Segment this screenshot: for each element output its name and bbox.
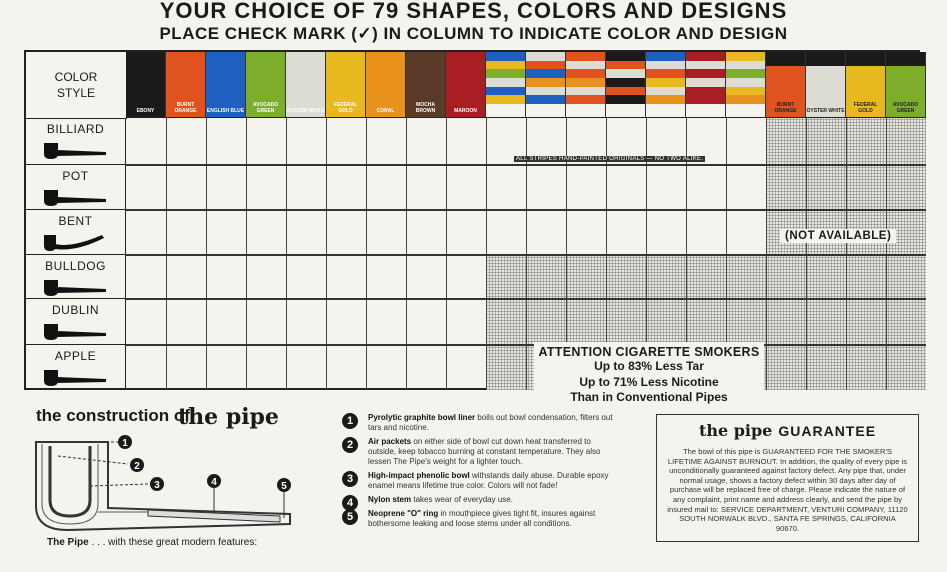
grid-line [126,344,926,346]
two-tone-swatch[interactable] [806,52,846,118]
guarantee-header [657,421,918,441]
feature-number-badge: 4 [342,495,358,511]
stripe-band [686,95,725,104]
attention-line: Up to 71% Less Nicotine [579,374,719,389]
not-available-label: (NOT AVAILABLE) [780,229,896,243]
stripe-band [726,61,765,70]
svg-text:5: 5 [281,481,287,492]
color-label: MAROON [454,108,477,114]
attention-heading: ATTENTION CIGARETTE SMOKERS [538,345,760,359]
svg-text:1: 1 [122,438,128,449]
feature-item [340,495,615,509]
color-swatch[interactable] [206,52,246,118]
feature-text: in mouthpiece gives tight fit, insures against bothersome leaking and loose stems under all conditions. [368,509,596,528]
pipe-silhouette-icon [42,367,110,387]
stripe-band [606,95,645,104]
stripe-band [526,95,565,104]
color-label: EBONY [136,108,155,114]
style-row-bent [26,210,126,255]
feature-title: High-impact phenolic bowl [368,471,470,480]
color-swatch[interactable] [366,52,406,118]
color-label: AVOCADO GREEN [892,102,919,114]
stripe-swatch[interactable] [486,52,526,118]
two-tone-swatch[interactable] [846,52,886,118]
checkmark-icon: ✓ [357,24,373,43]
style-name: DUBLIN [51,303,99,317]
stripe-band [726,87,765,96]
stripe-band [486,52,525,61]
stripe-band [686,87,725,96]
color-label: BURNT ORANGE [174,102,197,114]
feature-text: takes wear of everyday use. [411,495,513,504]
stripe-band [646,87,685,96]
pipe-cutaway-diagram [28,428,298,538]
style-row-billiard [26,118,126,165]
attention-line: Than in Conventional Pipes [570,390,728,404]
color-swatch[interactable] [446,52,486,118]
grid-line [126,298,926,300]
stripe-band [726,69,765,78]
stripe-band [526,78,565,87]
two-tone-band [766,52,805,66]
grid-line [126,254,926,256]
svg-text:2: 2 [134,461,140,472]
stripe-band [646,95,685,104]
two-tone-band [806,52,845,66]
two-tone-band [886,52,925,66]
stripe-band [726,78,765,87]
feature-item [340,509,615,529]
stripe-band [606,61,645,70]
style-name: BULLDOG [45,259,106,273]
stripe-band [726,52,765,61]
stripe-band [486,87,525,96]
marker-2 [130,458,144,472]
stripe-swatch[interactable] [646,52,686,118]
caption-rest: . . . with these great modern features: [88,537,258,548]
style-row-pot [26,165,126,210]
guarantee-text: The bowl of this pipe is GUARANTEED FOR THE SMOKER'S LIFETIME AGAINST BURNOUT. In addition, the quality of every pipe is unconditionally guaranteed against factory defect. Any pipe that, under normal usage, shows a factory defect within 30 days after day of purchase will be replaced free of charge. Please indicate the nature of any complaint, print name and address clearly, and send the pipe by insured mail to: SERVICE DEPARTMENT, VENTURI COMPANY, 11120 SOUTH NORWALK BLVD., SANTA FE SPRINGS, CALIFORNIA 90670. [667,447,908,533]
marker-3 [150,477,164,491]
stripe-band [686,52,725,61]
pipe-silhouette-icon [42,232,110,252]
stripe-band [646,69,685,78]
marker-5 [277,478,291,492]
pipe-silhouette-icon [42,140,110,160]
page-subtitle [0,24,947,44]
stripe-band [486,69,525,78]
stripe-swatch[interactable] [686,52,726,118]
page-title: YOUR CHOICE OF 79 SHAPES, COLORS AND DESIGNS [159,0,788,23]
feature-title: Pyrolytic graphite bowl liner [368,413,476,422]
stripe-band [526,61,565,70]
corner-color-label: COLOR [54,70,98,84]
style-row-dublin [26,299,126,345]
stripe-band [566,78,605,87]
color-label: AVOCADO GREEN [252,102,279,114]
stripe-band [566,87,605,96]
color-swatch[interactable] [326,52,366,118]
stripe-band [606,78,645,87]
color-label: OYSTER WHITE [806,108,845,114]
color-style-header [26,52,127,119]
style-name: POT [62,169,89,183]
grid-line [126,209,926,211]
marker-4 [207,474,221,488]
pipe-silhouette-icon [42,187,110,207]
stripe-band [606,52,645,61]
stripe-band [486,61,525,70]
stripe-band [566,95,605,104]
color-swatch[interactable] [166,52,206,118]
subtitle-left: PLACE CHECK MARK ( [159,24,358,43]
stripe-swatch[interactable] [566,52,606,118]
stripe-band [526,52,565,61]
color-label: FEDERAL GOLD [853,102,878,114]
feature-text: withstands daily abuse. Durable epoxy enamel means lifetime true color. Colors will not fade! [368,471,609,490]
color-swatch[interactable] [126,52,166,118]
caption-bold: The Pipe [47,537,89,548]
guarantee-title: GUARANTEE [778,423,877,439]
attention-line: Up to 83% Less Tar [594,359,704,373]
color-swatch[interactable] [286,52,326,118]
feature-item [340,413,615,433]
stripe-band [726,95,765,104]
stripe-band [606,69,645,78]
stripe-band [486,95,525,104]
stripe-band [526,87,565,96]
stripe-band [686,78,725,87]
guarantee-box [656,414,919,542]
feature-text: boils out bowl condensation, filters out tars and nicotine. [368,413,613,432]
stripe-band [526,69,565,78]
marker-1 [118,435,132,449]
feature-number-badge: 5 [342,509,358,525]
feature-title: Nylon stem [368,495,412,504]
subtitle-right: ) IN COLUMN TO INDICATE COLOR AND DESIGN [372,24,788,43]
pipe-silhouette-icon [42,277,110,297]
color-label: BURNT ORANGE [774,102,797,114]
diagram-caption [47,537,257,548]
stripe-band [566,52,605,61]
construction-title: the construction of [36,406,190,425]
color-swatch[interactable] [406,52,446,118]
feature-text: on either side of bowl cut down heat transferred to outside, keep tobacco burning at constant temperature. They also lessen The Pipe's weight for a lighter touch. [368,437,601,466]
color-label: ENGLISH BLUE [206,108,245,114]
two-tone-swatch[interactable] [766,52,806,118]
stripe-swatch[interactable] [606,52,646,118]
stripe-band [646,52,685,61]
stripe-swatch[interactable] [726,52,766,118]
attention-box [534,342,764,409]
guarantee-logo: the pipe [698,421,773,440]
feature-item [340,471,615,491]
stripe-band [646,78,685,87]
feature-number-badge: 1 [342,413,358,429]
stripe-band [646,61,685,70]
color-label: CORAL [376,108,395,114]
stripe-band [686,69,725,78]
two-tone-band [846,52,885,66]
color-label: FEDERAL GOLD [333,102,358,114]
stripes-note: ALL STRIPES HAND-PAINTED ORIGINALS — NO TWO ALIKE. [516,156,704,162]
features-list [340,413,615,533]
order-grid [24,50,920,404]
feature-number-badge: 2 [342,437,358,453]
svg-text:3: 3 [154,480,160,491]
stripe-band [566,61,605,70]
color-label: MOCHA BROWN [415,102,436,114]
stripe-band [686,61,725,70]
feature-title: Air packets [368,437,412,446]
stripe-band [566,69,605,78]
pipe-logo: the pipe [178,404,279,430]
two-tone-swatch[interactable] [886,52,926,118]
style-name: APPLE [54,349,97,363]
style-row-bulldog [26,255,126,299]
stripe-band [486,78,525,87]
color-swatch[interactable] [246,52,286,118]
grid-line [126,164,926,166]
svg-text:4: 4 [211,477,217,488]
style-name: BENT [58,214,93,228]
stripe-swatch[interactable] [526,52,566,118]
style-name: BILLIARD [46,122,105,136]
feature-item [340,437,615,467]
feature-title: Neoprene "O" ring [368,509,439,518]
pipe-silhouette-icon [42,321,110,341]
feature-number-badge: 3 [342,471,358,487]
corner-style-label: STYLE [56,86,95,100]
stripe-band [606,87,645,96]
color-label: OYSTER WHITE [286,108,325,114]
style-row-apple [26,345,126,390]
